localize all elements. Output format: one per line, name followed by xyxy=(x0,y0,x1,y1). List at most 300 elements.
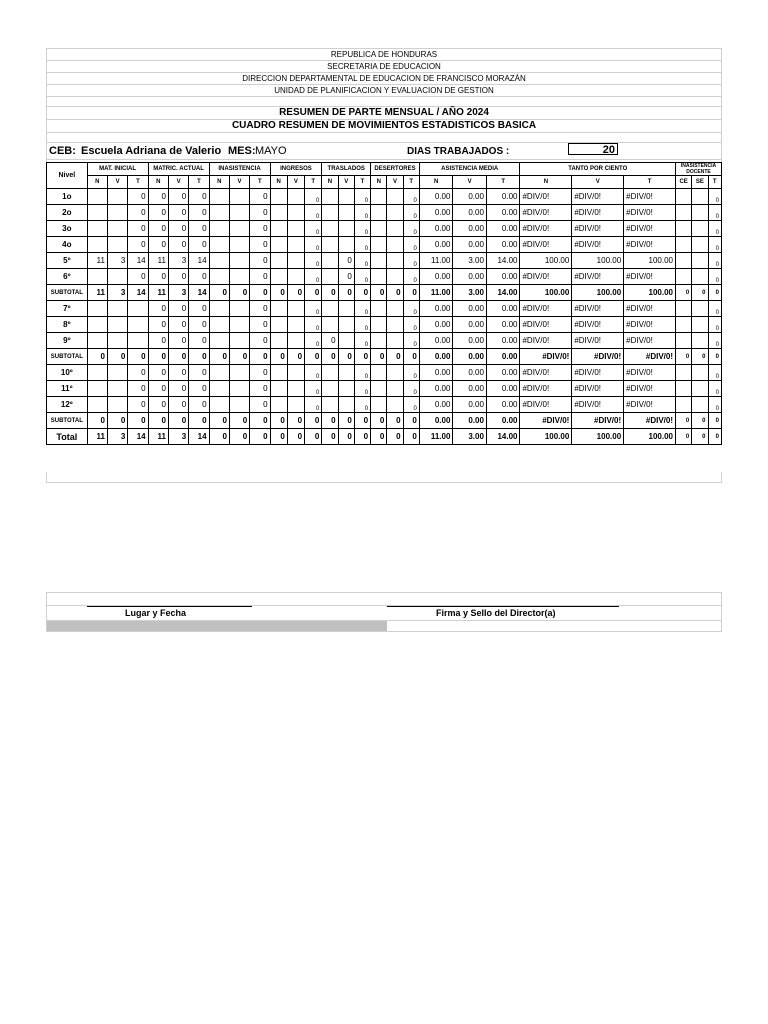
table-cell[interactable]: 0 xyxy=(387,413,403,429)
table-cell[interactable] xyxy=(676,397,692,413)
table-cell[interactable] xyxy=(128,333,148,349)
table-cell[interactable]: 0 xyxy=(708,349,722,365)
table-cell[interactable] xyxy=(209,365,229,381)
table-cell[interactable]: #DIV/0! xyxy=(624,381,676,397)
table-cell[interactable]: 0 xyxy=(209,413,229,429)
table-cell[interactable]: 0 xyxy=(250,205,270,221)
table-cell[interactable]: 0 xyxy=(148,413,168,429)
table-cell[interactable]: 0 xyxy=(287,285,304,301)
table-cell[interactable]: 14 xyxy=(128,285,148,301)
table-cell[interactable] xyxy=(322,189,338,205)
table-cell[interactable]: 0.00 xyxy=(419,381,453,397)
table-cell[interactable]: 0 xyxy=(305,253,322,269)
table-cell[interactable]: 0.00 xyxy=(486,397,520,413)
table-cell[interactable] xyxy=(387,221,403,237)
table-cell[interactable] xyxy=(692,253,708,269)
table-cell[interactable]: #DIV/0! xyxy=(572,365,624,381)
table-cell[interactable]: 0 xyxy=(189,397,209,413)
table-cell[interactable]: 0 xyxy=(189,237,209,253)
table-cell[interactable]: 0 xyxy=(148,301,168,317)
table-cell[interactable]: 0 xyxy=(148,365,168,381)
table-cell[interactable] xyxy=(87,381,107,397)
table-cell[interactable]: 0 xyxy=(305,333,322,349)
table-cell[interactable]: 0 xyxy=(322,285,338,301)
table-cell[interactable]: 0.00 xyxy=(486,221,520,237)
table-cell[interactable]: #DIV/0! xyxy=(572,333,624,349)
table-cell[interactable]: 0 xyxy=(354,301,370,317)
table-cell[interactable]: #DIV/0! xyxy=(572,205,624,221)
table-cell[interactable] xyxy=(128,317,148,333)
table-cell[interactable] xyxy=(87,333,107,349)
table-cell[interactable]: 0.00 xyxy=(453,221,487,237)
table-cell[interactable] xyxy=(322,301,338,317)
table-cell[interactable]: 0 xyxy=(107,349,127,365)
table-cell[interactable]: 0.00 xyxy=(453,397,487,413)
table-cell[interactable] xyxy=(387,269,403,285)
table-cell[interactable]: 0 xyxy=(354,317,370,333)
table-cell[interactable] xyxy=(209,205,229,221)
table-cell[interactable] xyxy=(87,397,107,413)
school-name[interactable]: Escuela Adriana de Valerio xyxy=(81,145,222,157)
table-cell[interactable] xyxy=(676,269,692,285)
table-cell[interactable]: 0 xyxy=(189,413,209,429)
table-cell[interactable]: 3.00 xyxy=(453,429,487,445)
table-cell[interactable]: 0 xyxy=(229,285,249,301)
table-cell[interactable] xyxy=(692,269,708,285)
table-cell[interactable] xyxy=(229,205,249,221)
table-cell[interactable]: 100.00 xyxy=(520,429,572,445)
table-cell[interactable]: 11 xyxy=(87,253,107,269)
table-cell[interactable] xyxy=(692,205,708,221)
table-cell[interactable]: 0 xyxy=(708,381,722,397)
table-cell[interactable] xyxy=(387,317,403,333)
table-cell[interactable]: #DIV/0! xyxy=(520,317,572,333)
table-cell[interactable]: 11.00 xyxy=(419,253,453,269)
table-cell[interactable]: 100.00 xyxy=(624,253,676,269)
table-cell[interactable]: 0 xyxy=(189,381,209,397)
table-cell[interactable]: 3 xyxy=(168,285,188,301)
table-cell[interactable]: 0 xyxy=(305,205,322,221)
table-cell[interactable] xyxy=(87,365,107,381)
table-cell[interactable]: 0 xyxy=(189,189,209,205)
table-cell[interactable]: #DIV/0! xyxy=(572,397,624,413)
table-cell[interactable]: 0 xyxy=(403,221,419,237)
table-cell[interactable]: 0 xyxy=(148,205,168,221)
table-cell[interactable] xyxy=(229,269,249,285)
table-cell[interactable]: 0.00 xyxy=(419,221,453,237)
table-cell[interactable]: 3 xyxy=(107,253,127,269)
table-cell[interactable] xyxy=(87,205,107,221)
table-cell[interactable]: 0 xyxy=(322,349,338,365)
table-cell[interactable] xyxy=(209,253,229,269)
table-cell[interactable]: 0 xyxy=(209,429,229,445)
table-cell[interactable] xyxy=(270,269,287,285)
table-cell[interactable] xyxy=(287,381,304,397)
table-cell[interactable] xyxy=(676,237,692,253)
table-cell[interactable]: 14 xyxy=(189,253,209,269)
table-cell[interactable] xyxy=(322,253,338,269)
table-cell[interactable]: 0 xyxy=(708,253,722,269)
table-cell[interactable] xyxy=(270,221,287,237)
table-cell[interactable]: 0 xyxy=(676,413,692,429)
table-cell[interactable]: 0 xyxy=(322,429,338,445)
table-cell[interactable]: 0 xyxy=(692,413,708,429)
table-cell[interactable]: 0.00 xyxy=(486,381,520,397)
table-cell[interactable]: 0 xyxy=(692,429,708,445)
table-cell[interactable] xyxy=(676,221,692,237)
table-cell[interactable]: 0 xyxy=(189,205,209,221)
table-cell[interactable]: 0.00 xyxy=(419,317,453,333)
table-cell[interactable] xyxy=(371,365,387,381)
table-cell[interactable]: 0 xyxy=(403,285,419,301)
table-cell[interactable]: 0.00 xyxy=(486,349,520,365)
table-cell[interactable] xyxy=(692,301,708,317)
table-cell[interactable]: 0 xyxy=(305,381,322,397)
table-cell[interactable] xyxy=(209,237,229,253)
table-cell[interactable]: 3.00 xyxy=(453,253,487,269)
table-cell[interactable]: 0 xyxy=(229,349,249,365)
table-cell[interactable]: 0 xyxy=(128,413,148,429)
table-cell[interactable] xyxy=(338,365,354,381)
mes-value[interactable]: MAYO xyxy=(255,145,287,157)
table-cell[interactable]: 0 xyxy=(250,221,270,237)
table-cell[interactable] xyxy=(371,253,387,269)
table-cell[interactable] xyxy=(371,301,387,317)
table-cell[interactable]: 0 xyxy=(708,317,722,333)
table-cell[interactable]: 14 xyxy=(128,253,148,269)
table-cell[interactable]: #DIV/0! xyxy=(624,317,676,333)
table-cell[interactable] xyxy=(87,301,107,317)
table-cell[interactable]: 0 xyxy=(305,189,322,205)
table-cell[interactable] xyxy=(270,381,287,397)
table-cell[interactable]: 0.00 xyxy=(486,413,520,429)
table-cell[interactable]: #DIV/0! xyxy=(572,269,624,285)
table-cell[interactable]: #DIV/0! xyxy=(520,301,572,317)
table-cell[interactable] xyxy=(387,333,403,349)
table-cell[interactable]: #DIV/0! xyxy=(624,221,676,237)
table-cell[interactable] xyxy=(209,317,229,333)
table-cell[interactable]: #DIV/0! xyxy=(520,189,572,205)
table-cell[interactable] xyxy=(209,301,229,317)
table-cell[interactable]: 0.00 xyxy=(486,301,520,317)
table-cell[interactable] xyxy=(229,381,249,397)
table-cell[interactable]: 0 xyxy=(708,429,722,445)
table-cell[interactable]: 0 xyxy=(708,205,722,221)
table-cell[interactable] xyxy=(338,381,354,397)
table-cell[interactable]: 0 xyxy=(305,237,322,253)
table-cell[interactable]: 3 xyxy=(107,429,127,445)
table-cell[interactable]: 0 xyxy=(354,429,370,445)
table-cell[interactable]: 0 xyxy=(338,253,354,269)
table-cell[interactable] xyxy=(270,237,287,253)
table-cell[interactable]: #DIV/0! xyxy=(624,269,676,285)
table-cell[interactable]: 0.00 xyxy=(453,269,487,285)
table-cell[interactable]: #DIV/0! xyxy=(624,397,676,413)
table-cell[interactable] xyxy=(692,333,708,349)
table-cell[interactable]: 0.00 xyxy=(419,301,453,317)
table-cell[interactable] xyxy=(371,381,387,397)
table-cell[interactable]: 0 xyxy=(168,205,188,221)
table-cell[interactable]: 0 xyxy=(250,333,270,349)
table-cell[interactable] xyxy=(322,365,338,381)
table-cell[interactable]: 0.00 xyxy=(453,365,487,381)
table-cell[interactable]: 0 xyxy=(168,381,188,397)
table-cell[interactable]: 100.00 xyxy=(572,429,624,445)
table-cell[interactable]: 0 xyxy=(371,429,387,445)
table-cell[interactable]: 0 xyxy=(387,285,403,301)
table-cell[interactable]: #DIV/0! xyxy=(520,221,572,237)
table-cell[interactable]: 0 xyxy=(128,365,148,381)
table-cell[interactable]: 0.00 xyxy=(453,237,487,253)
table-cell[interactable]: 0.00 xyxy=(453,413,487,429)
table-cell[interactable] xyxy=(322,269,338,285)
table-cell[interactable]: 0 xyxy=(128,189,148,205)
table-cell[interactable]: 11 xyxy=(148,429,168,445)
table-cell[interactable]: 0 xyxy=(87,349,107,365)
table-cell[interactable]: 0.00 xyxy=(486,317,520,333)
table-cell[interactable]: #DIV/0! xyxy=(520,413,572,429)
table-cell[interactable] xyxy=(676,205,692,221)
table-cell[interactable]: 0.00 xyxy=(486,189,520,205)
table-cell[interactable] xyxy=(209,269,229,285)
table-cell[interactable]: 0 xyxy=(168,349,188,365)
table-cell[interactable]: 0 xyxy=(403,317,419,333)
table-cell[interactable]: 0 xyxy=(305,221,322,237)
table-cell[interactable]: #DIV/0! xyxy=(572,301,624,317)
table-cell[interactable] xyxy=(338,237,354,253)
table-cell[interactable]: #DIV/0! xyxy=(572,237,624,253)
table-cell[interactable]: #DIV/0! xyxy=(572,221,624,237)
table-cell[interactable]: 14 xyxy=(189,429,209,445)
table-cell[interactable]: 0 xyxy=(148,349,168,365)
table-cell[interactable]: #DIV/0! xyxy=(520,381,572,397)
table-cell[interactable] xyxy=(676,317,692,333)
table-cell[interactable]: 0 xyxy=(403,205,419,221)
table-cell[interactable] xyxy=(107,189,127,205)
table-cell[interactable]: 0 xyxy=(148,333,168,349)
table-cell[interactable] xyxy=(87,221,107,237)
table-cell[interactable] xyxy=(287,333,304,349)
table-cell[interactable] xyxy=(371,205,387,221)
table-cell[interactable] xyxy=(371,269,387,285)
table-cell[interactable]: 0 xyxy=(168,189,188,205)
table-cell[interactable]: 0 xyxy=(305,429,322,445)
table-cell[interactable] xyxy=(338,221,354,237)
table-cell[interactable]: 0 xyxy=(354,237,370,253)
table-cell[interactable]: 0 xyxy=(338,429,354,445)
table-cell[interactable]: 0 xyxy=(250,285,270,301)
table-cell[interactable]: 0 xyxy=(354,189,370,205)
table-cell[interactable] xyxy=(270,253,287,269)
table-cell[interactable] xyxy=(338,397,354,413)
table-cell[interactable] xyxy=(692,381,708,397)
table-cell[interactable] xyxy=(107,301,127,317)
table-cell[interactable]: 0 xyxy=(250,189,270,205)
table-cell[interactable]: 0 xyxy=(338,349,354,365)
table-cell[interactable] xyxy=(387,301,403,317)
table-cell[interactable]: 0 xyxy=(250,301,270,317)
table-cell[interactable]: 0 xyxy=(354,285,370,301)
table-cell[interactable]: 0 xyxy=(692,349,708,365)
table-cell[interactable]: 0 xyxy=(692,285,708,301)
table-cell[interactable] xyxy=(387,237,403,253)
table-cell[interactable]: 0 xyxy=(128,381,148,397)
table-cell[interactable] xyxy=(287,317,304,333)
table-cell[interactable]: 0 xyxy=(708,413,722,429)
table-cell[interactable]: #DIV/0! xyxy=(520,397,572,413)
table-cell[interactable] xyxy=(270,397,287,413)
table-cell[interactable]: 0 xyxy=(354,349,370,365)
table-cell[interactable]: 14.00 xyxy=(486,253,520,269)
table-cell[interactable] xyxy=(128,301,148,317)
table-cell[interactable]: 0 xyxy=(250,397,270,413)
table-cell[interactable]: 0 xyxy=(250,349,270,365)
table-cell[interactable]: #DIV/0! xyxy=(624,365,676,381)
table-cell[interactable]: 0 xyxy=(189,269,209,285)
table-cell[interactable]: #DIV/0! xyxy=(572,189,624,205)
table-cell[interactable]: 0 xyxy=(168,397,188,413)
table-cell[interactable]: 0 xyxy=(305,285,322,301)
table-cell[interactable] xyxy=(107,365,127,381)
table-cell[interactable] xyxy=(676,189,692,205)
table-cell[interactable]: 0 xyxy=(708,189,722,205)
table-cell[interactable] xyxy=(371,237,387,253)
table-cell[interactable]: 11 xyxy=(87,429,107,445)
table-cell[interactable]: #DIV/0! xyxy=(572,413,624,429)
table-cell[interactable]: 0 xyxy=(287,413,304,429)
table-cell[interactable]: 0.00 xyxy=(486,333,520,349)
table-cell[interactable] xyxy=(692,317,708,333)
table-cell[interactable]: 11 xyxy=(148,285,168,301)
table-cell[interactable]: #DIV/0! xyxy=(624,189,676,205)
table-cell[interactable]: 0.00 xyxy=(453,205,487,221)
table-cell[interactable]: 0 xyxy=(229,413,249,429)
table-cell[interactable] xyxy=(209,189,229,205)
table-cell[interactable] xyxy=(387,189,403,205)
table-cell[interactable] xyxy=(338,301,354,317)
table-cell[interactable]: 3.00 xyxy=(453,285,487,301)
table-cell[interactable]: 0 xyxy=(189,333,209,349)
table-cell[interactable]: 0 xyxy=(403,349,419,365)
table-cell[interactable] xyxy=(287,205,304,221)
table-cell[interactable]: 100.00 xyxy=(572,253,624,269)
table-cell[interactable]: 0 xyxy=(403,269,419,285)
table-cell[interactable]: 0 xyxy=(305,413,322,429)
table-cell[interactable]: 0.00 xyxy=(453,349,487,365)
table-cell[interactable]: 0 xyxy=(338,413,354,429)
table-cell[interactable]: 0 xyxy=(189,365,209,381)
table-cell[interactable] xyxy=(287,269,304,285)
table-cell[interactable]: 0 xyxy=(708,397,722,413)
table-cell[interactable]: 0 xyxy=(250,317,270,333)
table-cell[interactable]: #DIV/0! xyxy=(520,269,572,285)
table-cell[interactable]: 14 xyxy=(128,429,148,445)
table-cell[interactable]: 0 xyxy=(128,349,148,365)
table-cell[interactable]: 0 xyxy=(322,333,338,349)
table-cell[interactable]: 0 xyxy=(168,317,188,333)
table-cell[interactable]: 0 xyxy=(287,429,304,445)
table-cell[interactable]: 0 xyxy=(708,269,722,285)
table-cell[interactable]: 0.00 xyxy=(419,397,453,413)
table-cell[interactable]: 0 xyxy=(676,285,692,301)
table-cell[interactable]: 0 xyxy=(250,365,270,381)
table-cell[interactable]: 0 xyxy=(403,413,419,429)
table-cell[interactable]: 0 xyxy=(250,429,270,445)
table-cell[interactable]: 0.00 xyxy=(453,381,487,397)
table-cell[interactable] xyxy=(322,317,338,333)
table-cell[interactable]: #DIV/0! xyxy=(624,413,676,429)
table-cell[interactable]: 0 xyxy=(168,301,188,317)
table-cell[interactable]: 0 xyxy=(168,333,188,349)
table-cell[interactable] xyxy=(229,253,249,269)
table-cell[interactable] xyxy=(676,253,692,269)
table-cell[interactable]: #DIV/0! xyxy=(572,349,624,365)
table-cell[interactable]: 0 xyxy=(371,413,387,429)
table-cell[interactable]: 0 xyxy=(168,221,188,237)
table-cell[interactable]: 0 xyxy=(305,301,322,317)
table-cell[interactable]: 0 xyxy=(708,333,722,349)
table-cell[interactable]: 0 xyxy=(128,237,148,253)
table-cell[interactable] xyxy=(229,397,249,413)
table-cell[interactable]: 0 xyxy=(354,253,370,269)
table-cell[interactable]: 3 xyxy=(168,253,188,269)
table-cell[interactable]: 0.00 xyxy=(419,237,453,253)
table-cell[interactable]: 11 xyxy=(87,285,107,301)
table-cell[interactable] xyxy=(371,189,387,205)
table-cell[interactable]: 0 xyxy=(354,397,370,413)
table-cell[interactable]: 0 xyxy=(189,317,209,333)
table-cell[interactable]: 0 xyxy=(270,413,287,429)
table-cell[interactable]: 0 xyxy=(403,365,419,381)
table-cell[interactable]: 0 xyxy=(354,365,370,381)
table-cell[interactable] xyxy=(107,269,127,285)
table-cell[interactable]: 0 xyxy=(403,237,419,253)
table-cell[interactable] xyxy=(322,237,338,253)
table-cell[interactable] xyxy=(107,381,127,397)
table-cell[interactable] xyxy=(229,221,249,237)
table-cell[interactable] xyxy=(692,189,708,205)
table-cell[interactable] xyxy=(322,381,338,397)
table-cell[interactable] xyxy=(338,205,354,221)
table-cell[interactable]: 0 xyxy=(403,429,419,445)
table-cell[interactable]: 0 xyxy=(338,285,354,301)
table-cell[interactable]: 100.00 xyxy=(520,253,572,269)
table-cell[interactable]: 0 xyxy=(322,413,338,429)
table-cell[interactable]: 0 xyxy=(676,429,692,445)
table-cell[interactable]: #DIV/0! xyxy=(520,349,572,365)
table-cell[interactable]: 0.00 xyxy=(419,205,453,221)
table-cell[interactable]: 0 xyxy=(148,189,168,205)
table-cell[interactable]: 0.00 xyxy=(419,365,453,381)
table-cell[interactable]: 0.00 xyxy=(486,205,520,221)
table-cell[interactable]: 0 xyxy=(229,429,249,445)
table-cell[interactable]: 100.00 xyxy=(572,285,624,301)
table-cell[interactable]: 0 xyxy=(354,413,370,429)
table-cell[interactable] xyxy=(229,189,249,205)
table-cell[interactable]: #DIV/0! xyxy=(624,333,676,349)
table-cell[interactable]: 0 xyxy=(128,397,148,413)
table-cell[interactable] xyxy=(270,365,287,381)
table-cell[interactable] xyxy=(270,333,287,349)
table-cell[interactable]: 0 xyxy=(168,365,188,381)
table-cell[interactable]: 0 xyxy=(128,221,148,237)
table-cell[interactable]: 3 xyxy=(168,429,188,445)
table-cell[interactable] xyxy=(387,381,403,397)
table-cell[interactable]: 0 xyxy=(403,253,419,269)
dias-value[interactable]: 20 xyxy=(568,143,618,155)
table-cell[interactable]: 0 xyxy=(168,269,188,285)
table-cell[interactable] xyxy=(322,221,338,237)
